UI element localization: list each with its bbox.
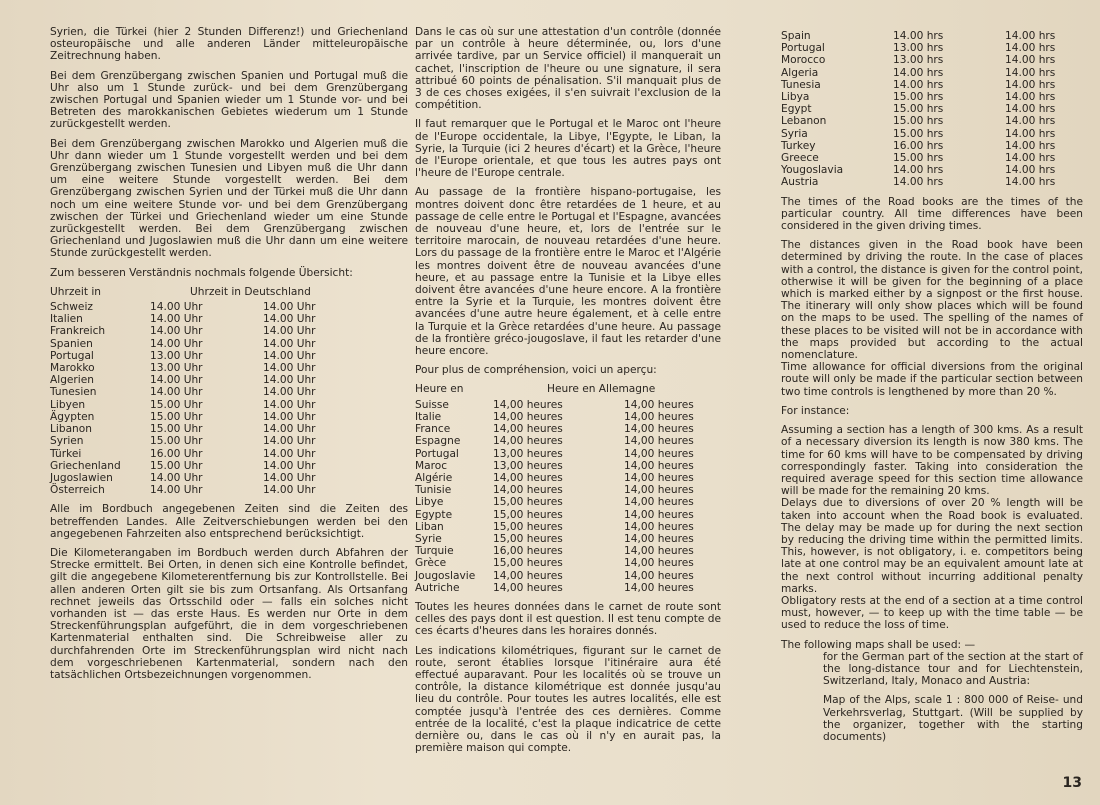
local-time-cell: 13.00 Uhr bbox=[150, 349, 203, 362]
germany-time-cell: 14.00 Uhr bbox=[263, 447, 316, 460]
country-cell: Syria bbox=[781, 127, 808, 140]
country-cell: France bbox=[415, 423, 451, 436]
country-cell: Suisse bbox=[415, 398, 449, 411]
country-cell: Tunisie bbox=[415, 484, 452, 497]
table-row bbox=[50, 350, 408, 362]
table-row bbox=[50, 313, 408, 325]
table-row bbox=[50, 362, 408, 374]
germany-time-cell: 14.00 Uhr bbox=[263, 435, 316, 448]
country-cell: Espagne bbox=[415, 435, 461, 448]
germany-time-cell: 14,00 heures bbox=[624, 545, 694, 558]
local-time-cell: 14.00 hrs bbox=[893, 78, 944, 91]
country-cell: Griechenland bbox=[50, 459, 121, 472]
germany-time-cell: 14.00 Uhr bbox=[263, 410, 316, 423]
country-cell: Greece bbox=[781, 152, 819, 165]
country-cell: Libya bbox=[781, 91, 810, 104]
germany-time-cell: 14,00 heures bbox=[624, 410, 694, 423]
paragraph: Syrien, die Türkei (hier 2 Stunden Differenz!) und Griechenland osteuropäische und alle anderen Länder mitteleuropäische Zeitrechnung haben. bbox=[50, 26, 408, 63]
paragraph: The times of the Road books are the times of the particular country. All time differences have been considered in the given driving times. bbox=[781, 195, 1083, 233]
country-cell: Algeria bbox=[781, 66, 819, 79]
table-row bbox=[415, 582, 721, 594]
paragraph: For instance: bbox=[781, 404, 850, 417]
local-time-cell: 14,00 heures bbox=[493, 569, 563, 582]
germany-time-cell: 14,00 heures bbox=[624, 447, 694, 460]
local-time-cell: 15,00 heures bbox=[493, 496, 563, 509]
table-row bbox=[50, 399, 408, 411]
local-time-cell: 15,00 heures bbox=[493, 520, 563, 533]
country-cell: Turkey bbox=[781, 139, 816, 152]
paragraph: Zum besseren Verständnis nochmals folgende Übersicht: bbox=[50, 266, 353, 279]
local-time-cell: 14.00 Uhr bbox=[150, 374, 203, 387]
country-cell: Portugal bbox=[415, 447, 459, 460]
germany-time-cell: 14,00 heures bbox=[624, 532, 694, 545]
table-row bbox=[50, 301, 408, 313]
country-cell: Spanien bbox=[50, 337, 93, 350]
germany-time-cell: 14.00 hrs bbox=[1005, 164, 1056, 177]
table-row bbox=[781, 152, 1083, 164]
country-cell: Algerien bbox=[50, 374, 94, 387]
table-row bbox=[781, 128, 1083, 140]
local-time-cell: 13.00 hrs bbox=[893, 54, 944, 67]
country-cell: Tunesien bbox=[50, 386, 97, 399]
country-cell: Libye bbox=[415, 496, 444, 509]
local-time-cell: 14.00 hrs bbox=[893, 66, 944, 79]
germany-time-cell: 14.00 Uhr bbox=[263, 386, 316, 399]
country-cell: Tunesia bbox=[781, 78, 821, 91]
paragraph: Il faut remarquer que le Portugal et le Maroc ont l'heure de l'Europe occidentale, la Libye, l'Egypte, le Liban, la Syrie, la Turquie (ici 2 heures d'écart) et la Grèce, l'heure de l'Europe orientale, et que tous les autres pays ont l'heure de l'Europe centrale. bbox=[415, 118, 721, 180]
germany-time-cell: 14,00 heures bbox=[624, 398, 694, 411]
local-time-cell: 15,00 heures bbox=[493, 508, 563, 521]
local-time-cell: 15.00 Uhr bbox=[150, 459, 203, 472]
local-time-cell: 14.00 Uhr bbox=[150, 325, 203, 338]
local-time-cell: 14,00 heures bbox=[493, 581, 563, 594]
germany-time-cell: 14,00 heures bbox=[624, 423, 694, 436]
local-time-cell: 15.00 hrs bbox=[893, 115, 944, 128]
table-row bbox=[415, 557, 721, 569]
germany-time-cell: 14.00 hrs bbox=[1005, 66, 1056, 79]
germany-time-cell: 14.00 hrs bbox=[1005, 115, 1056, 128]
paragraph: Toutes les heures données dans le carnet de route sont celles des pays dont il est question. Il est tenu compte de ces écarts d'heures dans les horaires donnés. bbox=[415, 600, 721, 638]
paragraph: Alle im Bordbuch angegebenen Zeiten sind die Zeiten des betreffenden Landes. Alle Zeitverschiebungen werden bei den angegebenen Fahrzeiten also entsprechend berücksichtigt. bbox=[50, 503, 408, 540]
table-row bbox=[781, 30, 1083, 42]
time-table-english bbox=[781, 30, 1083, 189]
paragraph: Map of the Alps, scale 1 : 800 000 of Reise- und Verkehrsverlag, Stuttgart. (Will be supplied by the organizer, together with the starting documents) bbox=[823, 694, 1083, 743]
country-cell: Libanon bbox=[50, 423, 92, 436]
local-time-cell: 14,00 heures bbox=[493, 423, 563, 436]
country-cell: Morocco bbox=[781, 54, 826, 67]
country-cell: Liban bbox=[415, 520, 444, 533]
header-cell: Uhrzeit in bbox=[50, 285, 102, 298]
country-cell: Autriche bbox=[415, 581, 460, 594]
table-row bbox=[781, 103, 1083, 115]
table-header-row bbox=[50, 286, 408, 301]
germany-time-cell: 14.00 Uhr bbox=[263, 337, 316, 350]
local-time-cell: 14.00 hrs bbox=[893, 164, 944, 177]
germany-time-cell: 14,00 heures bbox=[624, 484, 694, 497]
local-time-cell: 15.00 hrs bbox=[893, 127, 944, 140]
paragraph: Obligatory rests at the end of a section at a time control must, however, — to keep up with the time table — be used to reduce the loss of time. bbox=[781, 594, 1083, 632]
country-cell: Lebanon bbox=[781, 115, 827, 128]
table-row bbox=[415, 460, 721, 472]
germany-time-cell: 14.00 Uhr bbox=[263, 349, 316, 362]
germany-time-cell: 14,00 heures bbox=[624, 471, 694, 484]
table-row bbox=[50, 472, 408, 484]
local-time-cell: 13.00 hrs bbox=[893, 42, 944, 55]
table-row bbox=[781, 67, 1083, 79]
germany-time-cell: 14.00 hrs bbox=[1005, 42, 1056, 55]
germany-time-cell: 14.00 Uhr bbox=[263, 374, 316, 387]
local-time-cell: 14.00 hrs bbox=[893, 176, 944, 189]
paragraph: Les indications kilométriques, figurant sur le carnet de route, seront établies lorsque l'itinéraire aura été effectué auparavant. Pour les localités où se trouve un contrôle, la distance kilométrique est donnée jusqu'au lieu du contrôle. Pour toutes les autres localités, elle est comptée jusqu'à l'entrée des ces dernières. Comme entrée de la localité, c'est la plaque indicatrice de cette dernière ou, dans le cas où il n'y en aurait pas, la première maison qui compte. bbox=[415, 644, 721, 755]
country-cell: Syrie bbox=[415, 532, 442, 545]
local-time-cell: 14.00 Uhr bbox=[150, 484, 203, 497]
germany-time-cell: 14.00 hrs bbox=[1005, 91, 1056, 104]
paragraph: Delays due to diversions of over 20 % length will be taken into account when the Road book is evaluated. The delay may be made up for during the next section by reducing the driving time within the permitted limits. This, however, is not obligatory, i. e. competitors being late at one control may be an equivalent amount late at the next control without incurring additional penalty marks. bbox=[781, 497, 1083, 595]
germany-time-cell: 14.00 hrs bbox=[1005, 127, 1056, 140]
country-cell: Turquie bbox=[415, 545, 454, 558]
paragraph: Time allowance for official diversions from the original route will only be made if the particular section between two time controls is lengthened by more than 20 %. bbox=[781, 361, 1083, 398]
country-cell: Italie bbox=[415, 410, 442, 423]
country-cell: Frankreich bbox=[50, 325, 106, 338]
paragraph: Die Kilometerangaben im Bordbuch werden durch Abfahren der Strecke ermittelt. Bei Orten, in denen sich eine Kontrolle befindet, gilt die angegebene Kilometerentfernung bis zur Kontrollstelle. Bei allen anderen Orten gilt sie bis zum Ortsanfang. Als Ortsanfang rechnet jeweils das Ortsschild oder — falls ein solches nicht vorhanden ist — das erste Haus. Es werden nur Orte in dem Streckenführungsplan aufgeführt, die in dem vorgeschriebenen Kartenmaterial enthalten sind. Die Schreibweise aller zu durchfahrenden Orte im Streckenführungsplan wird nicht nach dem vorgeschriebenen Kartenmaterial, sondern nach den tatsächlichen Ortsbezeichnungen vorgenommen. bbox=[50, 546, 408, 681]
table-row bbox=[50, 386, 408, 398]
table-row bbox=[781, 79, 1083, 91]
germany-time-cell: 14.00 hrs bbox=[1005, 152, 1056, 165]
table-header-row bbox=[415, 383, 721, 398]
local-time-cell: 14,00 heures bbox=[493, 484, 563, 497]
table-row bbox=[415, 570, 721, 582]
germany-time-cell: 14,00 heures bbox=[624, 581, 694, 594]
country-cell: Egypte bbox=[415, 508, 453, 521]
germany-time-cell: 14.00 hrs bbox=[1005, 139, 1056, 152]
germany-time-cell: 14.00 Uhr bbox=[263, 471, 316, 484]
table-row bbox=[415, 484, 721, 496]
table-row bbox=[415, 472, 721, 484]
country-cell: Algérie bbox=[415, 471, 453, 484]
germany-time-cell: 14,00 heures bbox=[624, 496, 694, 509]
country-cell: Yougoslavia bbox=[781, 164, 844, 177]
table-row bbox=[781, 54, 1083, 66]
table-row bbox=[50, 374, 408, 386]
country-cell: Österreich bbox=[50, 484, 105, 497]
country-cell: Ägypten bbox=[50, 410, 95, 423]
table-row bbox=[415, 448, 721, 460]
table-row bbox=[781, 115, 1083, 127]
germany-time-cell: 14,00 heures bbox=[624, 435, 694, 448]
table-row bbox=[781, 176, 1083, 188]
germany-time-cell: 14.00 Uhr bbox=[263, 423, 316, 436]
germany-time-cell: 14,00 heures bbox=[624, 520, 694, 533]
germany-time-cell: 14.00 Uhr bbox=[263, 398, 316, 411]
local-time-cell: 15.00 Uhr bbox=[150, 398, 203, 411]
local-time-cell: 15,00 heures bbox=[493, 557, 563, 570]
local-time-cell: 15.00 Uhr bbox=[150, 423, 203, 436]
table-row bbox=[50, 325, 408, 337]
table-row bbox=[415, 496, 721, 508]
local-time-cell: 14,00 heures bbox=[493, 471, 563, 484]
local-time-cell: 15,00 heures bbox=[493, 532, 563, 545]
germany-time-cell: 14.00 Uhr bbox=[263, 301, 316, 314]
germany-time-cell: 14.00 Uhr bbox=[263, 484, 316, 497]
local-time-cell: 13,00 heures bbox=[493, 447, 563, 460]
local-time-cell: 15.00 hrs bbox=[893, 103, 944, 116]
germany-time-cell: 14.00 Uhr bbox=[263, 313, 316, 326]
germany-time-cell: 14.00 Uhr bbox=[263, 362, 316, 375]
paragraph: The distances given in the Road book have been determined by driving the route. In the case of places with a control, the distance is given for the control point, otherwise it will be given for the beginning of a place which is marked either by a signpost or the first house. The itinerary will only show places which will be found on the maps to be used. The spelling of the names of these places to be visited will not be in accordance with the maps provided but according to the actual nomenclature. bbox=[781, 239, 1083, 362]
country-cell: Schweiz bbox=[50, 301, 93, 314]
country-cell: Spain bbox=[781, 30, 811, 42]
country-cell: Portugal bbox=[781, 42, 825, 55]
table-row bbox=[50, 435, 408, 447]
country-cell: Grèce bbox=[415, 557, 447, 570]
country-cell: Maroc bbox=[415, 459, 448, 472]
table-row bbox=[50, 448, 408, 460]
time-table-german bbox=[50, 286, 408, 496]
germany-time-cell: 14.00 hrs bbox=[1005, 54, 1056, 67]
germany-time-cell: 14,00 heures bbox=[624, 459, 694, 472]
country-cell: Syrien bbox=[50, 435, 84, 448]
paragraph: Bei dem Grenzübergang zwischen Spanien und Portugal muß die Uhr also um 1 Stunde zurück- und bei dem Grenzübergang zwischen Portugal und Spanien wieder um 1 Stunde vor- und bei Betreten des marokkanischen Gebietes wiederum um 1 Stunde zurückgestellt werden. bbox=[50, 69, 408, 131]
table-row bbox=[781, 164, 1083, 176]
local-time-cell: 14,00 heures bbox=[493, 398, 563, 411]
header-cell: Heure en bbox=[415, 383, 464, 396]
paragraph: Pour plus de compréhension, voici un aperçu: bbox=[415, 364, 657, 377]
local-time-cell: 15.00 Uhr bbox=[150, 410, 203, 423]
germany-time-cell: 14.00 Uhr bbox=[263, 325, 316, 338]
table-row bbox=[781, 140, 1083, 152]
country-cell: Libyen bbox=[50, 398, 86, 411]
local-time-cell: 13,00 heures bbox=[493, 459, 563, 472]
local-time-cell: 14.00 Uhr bbox=[150, 471, 203, 484]
local-time-cell: 14,00 heures bbox=[493, 410, 563, 423]
country-cell: Austria bbox=[781, 176, 819, 189]
local-time-cell: 13.00 Uhr bbox=[150, 362, 203, 375]
paragraph: Dans le cas où sur une attestation d'un contrôle (donnée par un contrôle à heure déterminée, ou, lors d'une arrivée tardive, par un Service officiel) il manquerait un cachet, l'inscription de l'heure ou une signature, il sera attribué 60 points de pénalisation. S'il manquait plus de 3 de ces choses exigées, il s'en suivrait l'exclusion de la compétition. bbox=[415, 26, 721, 112]
table-row bbox=[781, 91, 1083, 103]
germany-time-cell: 14,00 heures bbox=[624, 569, 694, 582]
country-cell: Egypt bbox=[781, 103, 812, 116]
local-time-cell: 15.00 hrs bbox=[893, 91, 944, 104]
local-time-cell: 16.00 Uhr bbox=[150, 447, 203, 460]
paragraph: Bei dem Grenzübergang zwischen Marokko und Algerien muß die Uhr dann wieder um 1 Stunde vorgestellt werden und bei dem Grenzübergang zwischen Tunesien und Libyen muß die Uhr dann um eine weitere Stunde vorgestellt werden. Bei dem Grenzübergang zwischen Syrien und der Türkei muß die Uhr dann noch um eine weitere Stunde vor- und bei dem Grenzübergang zwischen der Türkei und Griechenland wieder um eine Stunde zurückgestellt werden. Bei dem Grenzübergang zwischen Griechenland und Jugoslawien muß die Uhr dann um eine weitere Stunde zurückgestellt werden. bbox=[50, 137, 408, 260]
germany-time-cell: 14.00 hrs bbox=[1005, 103, 1056, 116]
local-time-cell: 14.00 Uhr bbox=[150, 337, 203, 350]
table-row bbox=[415, 435, 721, 447]
local-time-cell: 14.00 Uhr bbox=[150, 313, 203, 326]
country-cell: Italien bbox=[50, 313, 83, 326]
time-table-french bbox=[415, 383, 721, 593]
germany-time-cell: 14.00 hrs bbox=[1005, 30, 1056, 42]
paragraph: Assuming a section has a length of 300 kms. As a result of a necessary diversion its length is now 380 kms. The time for 60 kms will have to be compensated by driving correspondingly faster. Taking into consideration the required average speed for this section time allowance will be made for the remaining 20 kms. bbox=[781, 424, 1083, 498]
german-column bbox=[50, 26, 408, 688]
local-time-cell: 14,00 heures bbox=[493, 435, 563, 448]
paragraph: Au passage de la frontière hispano-portugaise, les montres doivent donc être retardées de 1 heure, et au passage de celle entre le Portugal et l'Espagne, avancées de nouveau d'une heure, et, lors de l'entrée sur le territoire marocain, de nouveau retardées d'une heure. Lors du passage de la frontière entre le Maroc et l'Algérie les montres doivent être de nouveau avancées d'une heure, et au passage entre la Tunisie et la Libye elles doivent être avancées d'une heure encore. A la frontière entre la Syrie et la Turquie, les montres doivent être avancées d'une autre heure également, et à celle entre la Turquie et la Grèce retardées d'une heure. Au passage de la frontière gréco-jougoslave, il faut les retarder d'une heure encore. bbox=[415, 186, 721, 358]
table-row bbox=[415, 411, 721, 423]
table-row bbox=[50, 460, 408, 472]
table-row bbox=[781, 42, 1083, 54]
country-cell: Jugoslawien bbox=[50, 471, 113, 484]
local-time-cell: 15.00 Uhr bbox=[150, 435, 203, 448]
germany-time-cell: 14.00 Uhr bbox=[263, 459, 316, 472]
table-row bbox=[50, 411, 408, 423]
germany-time-cell: 14,00 heures bbox=[624, 557, 694, 570]
local-time-cell: 15.00 hrs bbox=[893, 152, 944, 165]
country-cell: Portugal bbox=[50, 349, 94, 362]
table-row bbox=[415, 545, 721, 557]
table-row bbox=[50, 338, 408, 350]
table-row bbox=[415, 399, 721, 411]
germany-time-cell: 14,00 heures bbox=[624, 508, 694, 521]
country-cell: Türkei bbox=[50, 447, 82, 460]
local-time-cell: 14.00 Uhr bbox=[150, 301, 203, 314]
country-cell: Marokko bbox=[50, 362, 95, 375]
germany-time-cell: 14.00 hrs bbox=[1005, 78, 1056, 91]
local-time-cell: 14.00 hrs bbox=[893, 30, 944, 42]
page-number: 13 bbox=[1062, 775, 1082, 791]
paragraph: for the German part of the section at the start of the long-distance tour and for Liechtenstein, Switzerland, Italy, Monaco and Austria: bbox=[823, 650, 1083, 688]
table-row bbox=[415, 533, 721, 545]
header-cell: Heure en Allemagne bbox=[547, 383, 656, 396]
paragraph: The following maps shall be used: — bbox=[781, 638, 976, 651]
country-cell: Jougoslavie bbox=[415, 569, 476, 582]
table-row bbox=[50, 423, 408, 435]
germany-time-cell: 14.00 hrs bbox=[1005, 176, 1056, 189]
table-row bbox=[415, 423, 721, 435]
local-time-cell: 14.00 Uhr bbox=[150, 386, 203, 399]
english-column bbox=[781, 30, 1083, 750]
table-row bbox=[415, 521, 721, 533]
french-column bbox=[415, 26, 721, 761]
header-cell: Uhrzeit in Deutschland bbox=[190, 285, 311, 298]
table-row bbox=[415, 509, 721, 521]
local-time-cell: 16,00 heures bbox=[493, 545, 563, 558]
table-row bbox=[50, 484, 408, 496]
local-time-cell: 16.00 hrs bbox=[893, 139, 944, 152]
